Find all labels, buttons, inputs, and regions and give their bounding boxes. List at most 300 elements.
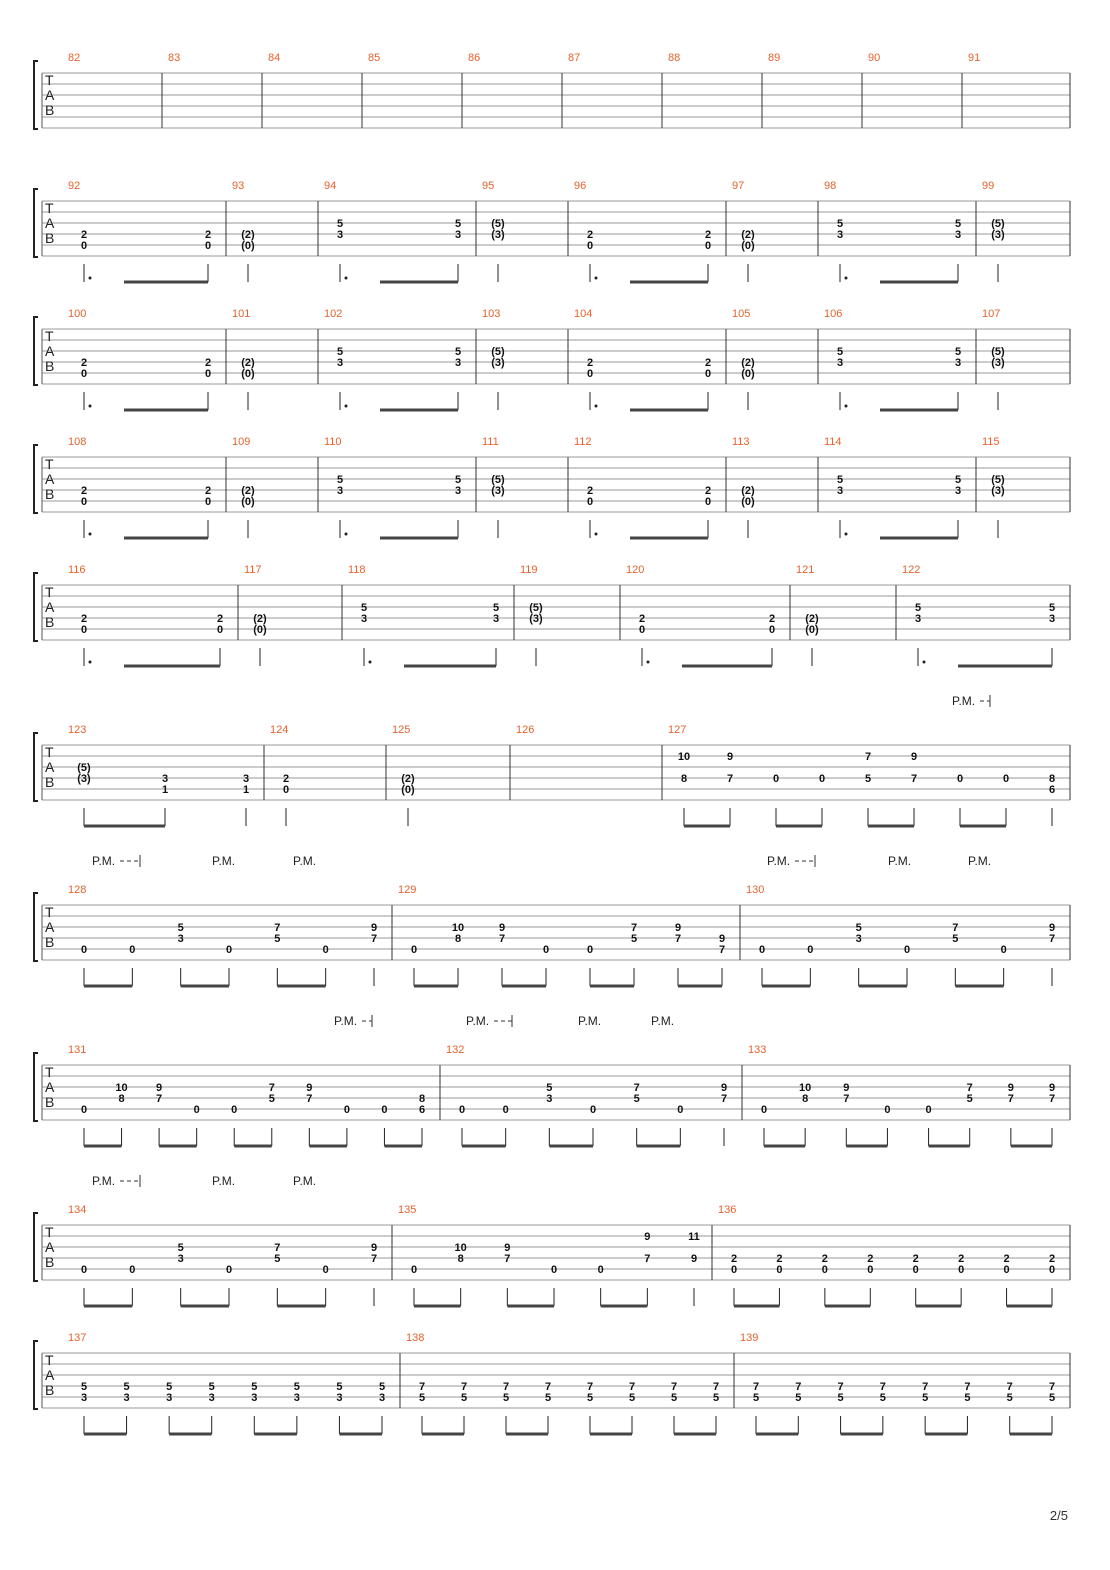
fret-number: 8 — [1048, 773, 1056, 785]
fret-number: 9 — [910, 751, 918, 763]
fret-number: 7 — [726, 773, 734, 785]
fret-number: (3) — [491, 229, 505, 241]
measure-number: 98 — [824, 180, 837, 192]
fret-number: 5 — [914, 602, 922, 614]
fret-number: 5 — [378, 1381, 386, 1393]
fret-number: 2 — [776, 1253, 783, 1265]
fret-number: (5) — [991, 218, 1005, 230]
dot-mark — [345, 533, 348, 536]
measure-number: 128 — [68, 884, 87, 896]
fret-number: 0 — [903, 944, 911, 956]
fret-number: 0 — [821, 1264, 828, 1276]
fret-number: 6 — [1048, 784, 1056, 796]
fret-number: 5 — [177, 922, 184, 934]
measure-number: 115 — [982, 436, 1000, 448]
fret-number: 5 — [1048, 602, 1056, 614]
fret-number: 0 — [381, 1104, 388, 1116]
system-bracket — [34, 573, 38, 641]
measure-number: 137 — [68, 1332, 87, 1344]
fret-number: 5 — [336, 346, 344, 358]
fret-number: 9 — [720, 1082, 728, 1094]
fret-number: 9 — [306, 1082, 313, 1094]
fret-number: 0 — [586, 368, 594, 380]
tab-system — [34, 855, 1070, 986]
fret-number: (2) — [241, 485, 255, 497]
fret-number: 5 — [752, 1392, 760, 1404]
tab-clef-letter: A — [45, 471, 55, 487]
fret-number: 5 — [336, 218, 344, 230]
fret-number: 5 — [454, 474, 462, 486]
fret-number: (0) — [241, 240, 255, 252]
fret-number: 3 — [855, 933, 862, 945]
measure-number: 87 — [568, 52, 581, 64]
fret-number: 7 — [966, 1082, 973, 1094]
fret-number: 2 — [912, 1253, 919, 1265]
fret-number: (5) — [491, 346, 505, 358]
measure-number: 121 — [796, 564, 815, 576]
fret-number: 10 — [454, 1242, 467, 1254]
fret-number: 10 — [799, 1082, 812, 1094]
fret-number: 9 — [690, 1253, 698, 1265]
measure-number: 93 — [232, 180, 245, 192]
fret-number: (5) — [491, 474, 505, 486]
fret-number: 7 — [720, 1093, 728, 1105]
measure-number: 107 — [982, 308, 1001, 320]
fret-number: 7 — [752, 1381, 760, 1393]
fret-number: 5 — [336, 474, 344, 486]
tab-clef-letter: T — [45, 1064, 54, 1080]
fret-number: 2 — [704, 357, 712, 369]
fret-number: 0 — [704, 368, 712, 380]
measure-number: 103 — [482, 308, 501, 320]
fret-number: (0) — [741, 368, 755, 380]
fret-number: (0) — [741, 496, 755, 508]
tab-clef-letter: B — [45, 1382, 55, 1398]
fret-number: 3 — [336, 357, 344, 369]
fret-number: 2 — [282, 773, 290, 785]
fret-number: 5 — [1048, 1392, 1056, 1404]
fret-number: 3 — [454, 485, 462, 497]
fret-number: 3 — [360, 613, 368, 625]
fret-number: 0 — [80, 624, 88, 636]
page-number: 2/5 — [1049, 1508, 1068, 1523]
dot-mark — [647, 661, 650, 664]
measure-number: 118 — [348, 564, 366, 576]
fret-number: 5 — [454, 346, 462, 358]
tab-clef-letter: T — [45, 456, 54, 472]
fret-number: 7 — [460, 1381, 468, 1393]
dot-mark — [345, 277, 348, 280]
measure-number: 127 — [668, 724, 687, 736]
fret-number: 0 — [758, 944, 766, 956]
fret-number: 0 — [867, 1264, 874, 1276]
fret-number: 9 — [674, 922, 682, 934]
fret-number: 3 — [208, 1392, 215, 1404]
fret-number: (3) — [529, 613, 543, 625]
fret-number: 7 — [418, 1381, 426, 1393]
fret-number: 3 — [177, 933, 184, 945]
fret-number: 7 — [795, 1381, 802, 1393]
fret-number: 0 — [129, 944, 136, 956]
measure-number: 95 — [482, 180, 495, 192]
fret-number: 7 — [1007, 1093, 1014, 1105]
fret-number: 3 — [546, 1093, 553, 1105]
fret-number: 0 — [1002, 773, 1010, 785]
fret-number: (5) — [529, 602, 543, 614]
fret-number: 7 — [1048, 1381, 1056, 1393]
tab-clef-letter: B — [45, 1254, 55, 1270]
fret-number: 3 — [836, 357, 844, 369]
tab-clef-letter: T — [45, 1224, 54, 1240]
measure-number: 130 — [746, 884, 765, 896]
fret-number: (0) — [241, 496, 255, 508]
fret-number: 7 — [630, 922, 638, 934]
fret-number: 7 — [864, 751, 872, 763]
fret-number: 3 — [914, 613, 922, 625]
fret-number: 0 — [282, 784, 290, 796]
fret-number: 0 — [925, 1104, 932, 1116]
fret-number: 3 — [954, 357, 962, 369]
measure-number: 120 — [626, 564, 645, 576]
fret-number: 7 — [670, 1381, 678, 1393]
measure-number: 86 — [468, 52, 481, 64]
fret-number: 5 — [251, 1381, 258, 1393]
tab-clef-letter: A — [45, 215, 55, 231]
fret-number: 3 — [242, 773, 250, 785]
fret-number: 0 — [225, 944, 233, 956]
measure-number: 119 — [520, 564, 538, 576]
fret-number: 0 — [704, 240, 712, 252]
fret-number: 0 — [768, 624, 776, 636]
palm-mute-label: P.M. — [888, 854, 912, 868]
fret-number: 5 — [966, 1093, 973, 1105]
fret-number: 0 — [677, 1104, 684, 1116]
fret-number: 2 — [586, 357, 594, 369]
fret-number: 0 — [586, 944, 594, 956]
measure-number: 96 — [574, 180, 587, 192]
fret-number: 0 — [80, 240, 88, 252]
measure-number: 85 — [368, 52, 381, 64]
fret-number: (3) — [491, 485, 505, 497]
fret-number: 0 — [776, 1264, 783, 1276]
fret-number: 9 — [370, 1242, 378, 1254]
fret-number: 5 — [628, 1392, 636, 1404]
measure-number: 125 — [392, 724, 411, 736]
tab-clef-letter: A — [45, 343, 55, 359]
fret-number: (0) — [241, 368, 255, 380]
system-bracket — [34, 1341, 38, 1409]
fret-number: 3 — [80, 1392, 88, 1404]
fret-number: 7 — [718, 944, 726, 956]
fret-number: (5) — [991, 474, 1005, 486]
tab-clef-letter: A — [45, 1079, 55, 1095]
palm-mute-label: P.M. — [293, 1174, 317, 1188]
fret-number: 7 — [370, 1253, 378, 1265]
fret-number: 0 — [204, 368, 212, 380]
fret-number: 5 — [954, 218, 962, 230]
fret-number: 5 — [123, 1381, 130, 1393]
fret-number: 7 — [843, 1093, 850, 1105]
fret-number: (3) — [491, 357, 505, 369]
fret-number: 0 — [129, 1264, 136, 1276]
palm-mute-label: P.M. — [212, 1174, 236, 1188]
fret-number: 5 — [177, 1242, 184, 1254]
measure-number: 110 — [324, 436, 342, 448]
fret-number: 2 — [1048, 1253, 1056, 1265]
palm-mute-label: P.M. — [952, 694, 976, 708]
fret-number: 8 — [118, 1093, 125, 1105]
fret-number: 3 — [954, 485, 962, 497]
fret-number: 0 — [1048, 1264, 1056, 1276]
fret-number: 7 — [633, 1082, 640, 1094]
fret-number: 5 — [670, 1392, 678, 1404]
fret-number: (2) — [741, 357, 755, 369]
measure-number: 92 — [68, 180, 81, 192]
fret-number: 5 — [492, 602, 500, 614]
dot-mark — [595, 533, 598, 536]
tab-system — [34, 61, 1070, 129]
fret-number: 0 — [818, 773, 826, 785]
measure-number: 105 — [732, 308, 751, 320]
fret-number: (5) — [491, 218, 505, 230]
fret-number: 7 — [922, 1381, 929, 1393]
fret-number: 5 — [1006, 1392, 1013, 1404]
tab-clef-letter: T — [45, 72, 54, 88]
fret-number: 0 — [410, 1264, 418, 1276]
dot-mark — [595, 277, 598, 280]
fret-number: 5 — [952, 933, 959, 945]
fret-number: (5) — [991, 346, 1005, 358]
tab-system — [34, 317, 1070, 410]
fret-number: 0 — [586, 240, 594, 252]
fret-number: 0 — [772, 773, 780, 785]
fret-number: (2) — [741, 229, 755, 241]
dot-mark — [345, 405, 348, 408]
fret-number: 0 — [225, 1264, 233, 1276]
dot-mark — [369, 661, 372, 664]
measure-number: 100 — [68, 308, 87, 320]
palm-mute-label: P.M. — [767, 854, 791, 868]
fret-number: 5 — [712, 1392, 720, 1404]
tab-clef-letter: T — [45, 328, 54, 344]
palm-mute-label: P.M. — [578, 1014, 602, 1028]
fret-number: 2 — [704, 485, 712, 497]
fret-number: 9 — [1048, 1082, 1056, 1094]
fret-number: 3 — [954, 229, 962, 241]
fret-number: 9 — [498, 922, 506, 934]
tab-clef-letter: B — [45, 1094, 55, 1110]
measure-number: 126 — [516, 724, 535, 736]
measure-number: 113 — [732, 436, 750, 448]
fret-number: 7 — [837, 1381, 844, 1393]
fret-number: (2) — [241, 229, 255, 241]
fret-number: 3 — [293, 1392, 300, 1404]
fret-number: 9 — [1048, 922, 1056, 934]
fret-number: (2) — [741, 485, 755, 497]
tab-clef-letter: A — [45, 599, 55, 615]
system-bracket — [34, 893, 38, 961]
fret-number: (2) — [241, 357, 255, 369]
measure-number: 108 — [68, 436, 87, 448]
fret-number: 0 — [80, 1104, 88, 1116]
fret-number: 7 — [1048, 1093, 1056, 1105]
measure-number: 90 — [868, 52, 881, 64]
measure-number: 134 — [68, 1204, 87, 1216]
fret-number: 2 — [867, 1253, 874, 1265]
fret-number: 2 — [204, 485, 212, 497]
measure-number: 99 — [982, 180, 995, 192]
fret-number: 5 — [837, 1392, 844, 1404]
fret-number: 0 — [204, 240, 212, 252]
system-bracket — [34, 445, 38, 513]
fret-number: 7 — [306, 1093, 313, 1105]
fret-number: 0 — [956, 773, 964, 785]
fret-number: 1 — [242, 784, 250, 796]
dot-mark — [89, 661, 92, 664]
fret-number: 8 — [802, 1093, 809, 1105]
fret-number: 9 — [156, 1082, 163, 1094]
measure-number: 131 — [68, 1044, 87, 1056]
fret-number: 7 — [628, 1381, 636, 1393]
fret-number: (2) — [401, 773, 415, 785]
fret-number: 3 — [378, 1392, 386, 1404]
fret-number: 5 — [268, 1093, 275, 1105]
fret-number: 3 — [1048, 613, 1056, 625]
fret-number: 5 — [633, 1093, 640, 1105]
fret-number: 0 — [216, 624, 224, 636]
tab-clef-letter: T — [45, 904, 54, 920]
measure-number: 111 — [482, 436, 499, 448]
tab-clef-letter: B — [45, 934, 55, 950]
tab-clef-letter: A — [45, 87, 55, 103]
measure-number: 138 — [406, 1332, 425, 1344]
palm-mute-label: P.M. — [212, 854, 236, 868]
measure-number: 139 — [740, 1332, 759, 1344]
fret-number: 5 — [208, 1381, 215, 1393]
palm-mute-label: P.M. — [651, 1014, 675, 1028]
palm-mute-label: P.M. — [968, 854, 992, 868]
fret-number: 2 — [958, 1253, 965, 1265]
fret-number: 5 — [836, 474, 844, 486]
fret-number: 7 — [1006, 1381, 1013, 1393]
fret-number: 11 — [688, 1231, 700, 1243]
fret-number: 10 — [115, 1082, 128, 1094]
system-bracket — [34, 317, 38, 385]
fret-number: 2 — [730, 1253, 738, 1265]
measure-number: 109 — [232, 436, 251, 448]
fret-number: 0 — [912, 1264, 919, 1276]
measure-number: 135 — [398, 1204, 417, 1216]
fret-number: (3) — [991, 485, 1005, 497]
tab-system — [34, 189, 1070, 282]
fret-number: 5 — [502, 1392, 510, 1404]
measure-number: 91 — [968, 52, 981, 64]
measure-number: 101 — [232, 308, 251, 320]
fret-number: 5 — [336, 1381, 343, 1393]
measure-number: 124 — [270, 724, 289, 736]
fret-number: 3 — [336, 485, 344, 497]
fret-number: 7 — [502, 1381, 510, 1393]
tab-system — [34, 1015, 1070, 1146]
fret-number: (5) — [77, 762, 91, 774]
fret-number: 2 — [80, 229, 88, 241]
fret-number: 0 — [1000, 944, 1007, 956]
measure-number: 133 — [748, 1044, 767, 1056]
tab-clef-letter: T — [45, 1352, 54, 1368]
fret-number: 5 — [864, 773, 872, 785]
fret-number: 7 — [268, 1082, 275, 1094]
measure-number: 84 — [268, 52, 281, 64]
measure-number: 89 — [768, 52, 781, 64]
fret-number: 5 — [855, 922, 862, 934]
fret-number: 0 — [80, 944, 88, 956]
fret-number: 5 — [630, 933, 638, 945]
dot-mark — [89, 533, 92, 536]
fret-number: 2 — [204, 357, 212, 369]
system-bracket — [34, 61, 38, 129]
fret-number: 3 — [336, 229, 344, 241]
dot-mark — [845, 405, 848, 408]
fret-number: 0 — [884, 1104, 891, 1116]
fret-number: 5 — [879, 1392, 886, 1404]
fret-number: 7 — [504, 1253, 511, 1265]
fret-number: 5 — [460, 1392, 468, 1404]
fret-number: 8 — [680, 773, 688, 785]
fret-number: 5 — [360, 602, 368, 614]
fret-number: (3) — [991, 229, 1005, 241]
fret-number: 7 — [274, 922, 281, 934]
system-bracket — [34, 1053, 38, 1121]
tab-clef-letter: B — [45, 102, 55, 118]
fret-number: 3 — [336, 1392, 343, 1404]
measure-number: 114 — [824, 436, 842, 448]
fret-number: 2 — [80, 485, 88, 497]
measure-number: 102 — [324, 308, 343, 320]
tab-system — [34, 1341, 1070, 1434]
fret-number: 2 — [586, 229, 594, 241]
tab-clef-letter: A — [45, 919, 55, 935]
measure-number: 117 — [244, 564, 262, 576]
fret-number: 8 — [418, 1093, 426, 1105]
fret-number: (2) — [253, 613, 267, 625]
tab-system — [34, 1175, 1070, 1306]
fret-number: 10 — [451, 922, 465, 934]
fret-number: 5 — [586, 1392, 594, 1404]
tab-clef-letter: B — [45, 486, 55, 502]
palm-mute-label: P.M. — [92, 1174, 116, 1188]
fret-number: (2) — [805, 613, 819, 625]
fret-number: 7 — [544, 1381, 552, 1393]
fret-number: 8 — [454, 933, 462, 945]
fret-number: 5 — [922, 1392, 929, 1404]
fret-number: 5 — [836, 346, 844, 358]
fret-number: 7 — [910, 773, 918, 785]
fret-number: 0 — [704, 496, 712, 508]
measure-number: 88 — [668, 52, 681, 64]
tab-clef-letter: T — [45, 200, 54, 216]
fret-number: 7 — [156, 1093, 163, 1105]
fret-number: 9 — [370, 922, 378, 934]
measure-number: 129 — [398, 884, 417, 896]
fret-number: 1 — [161, 784, 169, 796]
measure-number: 94 — [324, 180, 337, 192]
fret-number: 0 — [1003, 1264, 1010, 1276]
fret-number: 10 — [677, 751, 691, 763]
fret-number: 5 — [836, 218, 844, 230]
fret-number: 3 — [177, 1253, 184, 1265]
dot-mark — [595, 405, 598, 408]
palm-mute-label: P.M. — [466, 1014, 490, 1028]
